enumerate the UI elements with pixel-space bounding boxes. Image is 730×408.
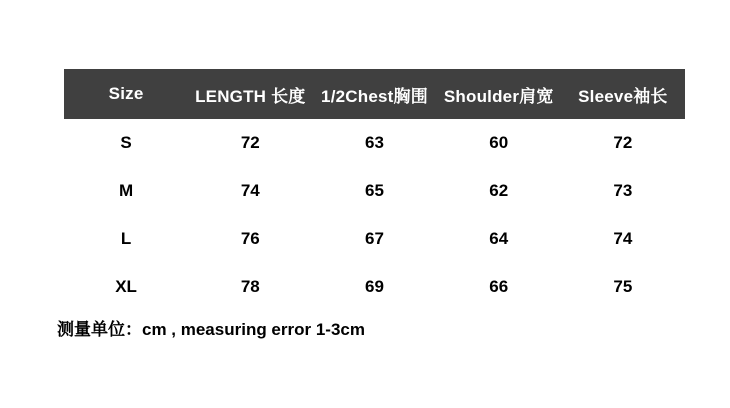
cell-length-value: 76: [240, 229, 260, 248]
cell-length-value: 74: [240, 181, 260, 200]
cell-sleeve-value: 73: [613, 181, 633, 200]
table-row-s: [64, 119, 685, 167]
header-cell-size: Size: [108, 84, 144, 103]
cell-sleeve-value: 74: [613, 229, 633, 248]
header-cell-length: LENGTH 长度: [195, 86, 306, 106]
header-cell-shoulder: Shoulder肩宽: [443, 86, 554, 106]
table-row-xl: [64, 263, 685, 311]
cell-sleeve-value: 72: [613, 133, 633, 152]
size-chart-table: [64, 69, 685, 311]
cell-length-value: 72: [240, 133, 260, 152]
cell-size-label: L: [120, 229, 132, 248]
cell-size-label: M: [119, 181, 134, 200]
measurement-unit-note: 测量单位：cm , measuring error 1-3cm: [57, 320, 365, 339]
cell-half-chest-value: 69: [365, 277, 384, 296]
cell-size-label: XL: [115, 277, 137, 296]
cell-length-value: 78: [240, 277, 260, 296]
cell-shoulder-value: 64: [489, 229, 509, 248]
table-header-row: [64, 69, 685, 119]
cell-shoulder-value: 60: [489, 133, 509, 152]
header-cell-sleeve: Sleeve袖长: [578, 86, 668, 106]
cell-sleeve-value: 75: [613, 277, 633, 296]
table-row-m: [64, 167, 685, 215]
cell-half-chest-value: 65: [365, 181, 384, 200]
table-row-l: [64, 215, 685, 263]
cell-shoulder-value: 66: [489, 277, 509, 296]
cell-size-label: S: [120, 133, 132, 152]
cell-half-chest-value: 63: [365, 133, 384, 152]
cell-shoulder-value: 62: [489, 181, 509, 200]
cell-half-chest-value: 67: [365, 229, 384, 248]
header-cell-half-chest: 1/2Chest胸围: [321, 86, 428, 106]
